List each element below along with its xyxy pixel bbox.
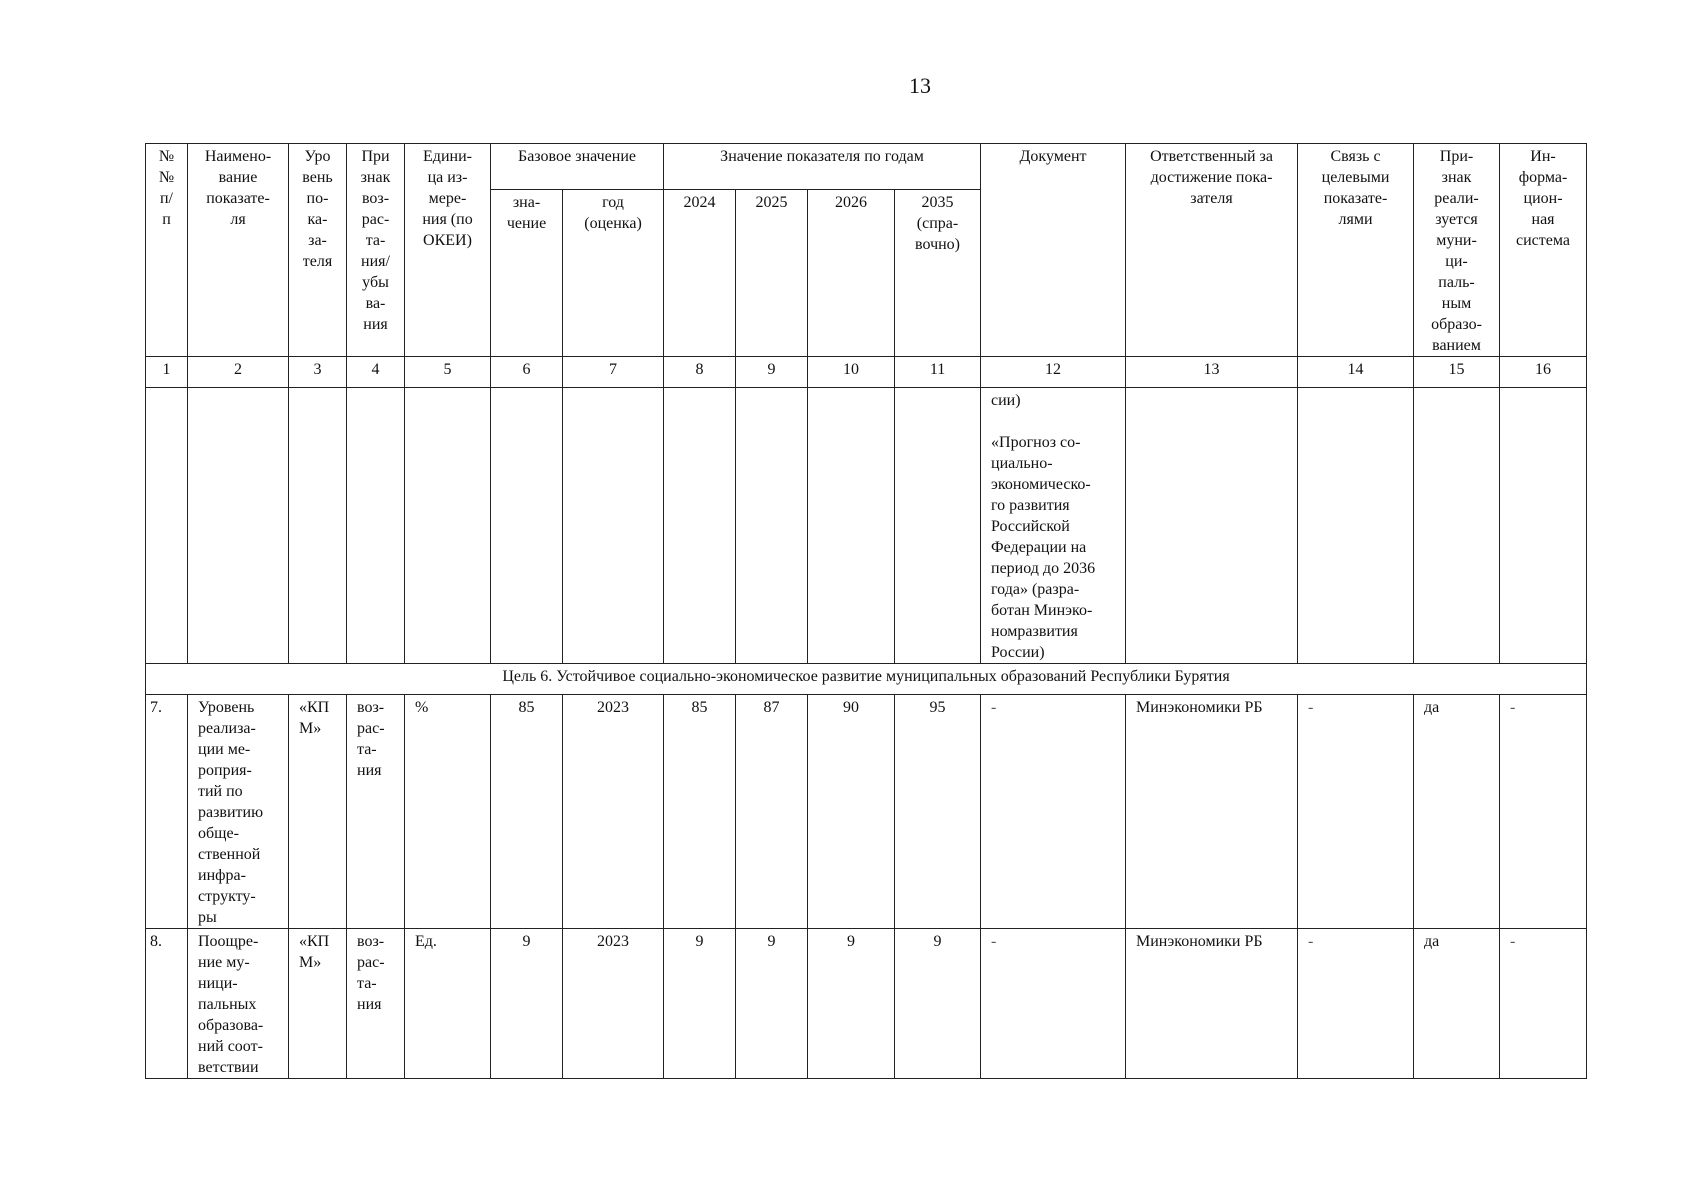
column-number: 2: [188, 357, 289, 388]
header-name: Наимено- вание показате- ля: [188, 144, 289, 357]
row-document: -: [981, 695, 1126, 929]
table-cell: [664, 388, 736, 664]
row-value-2026: 9: [808, 929, 895, 1079]
column-numbers-row: [146, 357, 1587, 388]
row-num: 8.: [146, 929, 188, 1079]
table-cell: [1500, 388, 1587, 664]
row-unit: %: [405, 695, 491, 929]
column-number: 8: [664, 357, 736, 388]
column-number: 15: [1414, 357, 1500, 388]
header-year-2025: 2025: [736, 189, 808, 356]
row-value-2025: 87: [736, 695, 808, 929]
row-value-2035: 95: [895, 695, 981, 929]
row-document: -: [981, 929, 1126, 1079]
row-unit: Ед.: [405, 929, 491, 1079]
row-info-system: -: [1500, 695, 1587, 929]
table-cell: [563, 388, 664, 664]
table-cell: [405, 388, 491, 664]
page-number: 13: [909, 73, 931, 98]
table-cell: [146, 388, 188, 664]
column-number: 1: [146, 357, 188, 388]
continuation-row: [146, 388, 1587, 664]
table-cell: [736, 388, 808, 664]
row-responsible: Минэкономики РБ: [1126, 695, 1298, 929]
table-cell: [188, 388, 289, 664]
row-value-2024: 9: [664, 929, 736, 1079]
header-years-group: Значение показателя по годам: [664, 144, 981, 190]
column-number: 9: [736, 357, 808, 388]
header-year-2035: 2035 (спра- вочно): [895, 189, 981, 356]
table-row: [146, 929, 1587, 1079]
row-name: Поощре- ние му- ници- пальных образова- ний соот- ветствии: [188, 929, 289, 1079]
table-cell: [1126, 388, 1298, 664]
column-number: 6: [491, 357, 563, 388]
row-value-2026: 90: [808, 695, 895, 929]
row-info-system: -: [1500, 929, 1587, 1079]
table-cell: [808, 388, 895, 664]
row-responsible: Минэкономики РБ: [1126, 929, 1298, 1079]
row-num: 7.: [146, 695, 188, 929]
header-year-2024: 2024: [664, 189, 736, 356]
row-base-value: 9: [491, 929, 563, 1079]
column-number: 3: [289, 357, 347, 388]
header-sign: При знак воз- рас- та- ния/ убы ва- ния: [347, 144, 405, 357]
row-link: -: [1298, 695, 1414, 929]
row-value-2025: 9: [736, 929, 808, 1079]
header-num: № № п/ п: [146, 144, 188, 357]
header-level: Уро вень по- ка- за- теля: [289, 144, 347, 357]
table-cell: [491, 388, 563, 664]
table-cell: [895, 388, 981, 664]
column-number: 14: [1298, 357, 1414, 388]
header-year-2026: 2026: [808, 189, 895, 356]
row-municipal: да: [1414, 929, 1500, 1079]
table-row: [146, 695, 1587, 929]
table-cell: [289, 388, 347, 664]
header-row-1: [146, 144, 1587, 190]
header-responsible: Ответственный за достижение пока- зателя: [1126, 144, 1298, 357]
goal-row: [146, 664, 1587, 695]
header-link: Связь с целевыми показате- лями: [1298, 144, 1414, 357]
column-number: 13: [1126, 357, 1298, 388]
row-municipal: да: [1414, 695, 1500, 929]
row-base-value: 85: [491, 695, 563, 929]
header-base-value: зна- чение: [491, 189, 563, 356]
row-value-2024: 85: [664, 695, 736, 929]
indicators-table: [145, 143, 1587, 1079]
row-sign: воз- рас- та- ния: [347, 929, 405, 1079]
column-number: 5: [405, 357, 491, 388]
table-cell: [347, 388, 405, 664]
row-level: «КП М»: [289, 695, 347, 929]
header-unit: Едини- ца из- мере- ния (по ОКЕИ): [405, 144, 491, 357]
column-number: 10: [808, 357, 895, 388]
header-base-group: Базовое значение: [491, 144, 664, 190]
row-sign: воз- рас- та- ния: [347, 695, 405, 929]
column-number: 16: [1500, 357, 1587, 388]
table-cell: [1298, 388, 1414, 664]
header-municipal: При- знак реали- зуется муни- ци- паль- ным образо- ванием: [1414, 144, 1500, 357]
continuation-document: сии) «Прогноз со- циально- экономическо- го развития Российской Федерации на период до 2036 года» (разра- ботан Минэко- номразвития России): [981, 388, 1126, 664]
column-number: 7: [563, 357, 664, 388]
row-level: «КП М»: [289, 929, 347, 1079]
header-document: Документ: [981, 144, 1126, 357]
row-value-2035: 9: [895, 929, 981, 1079]
header-base-year: год (оценка): [563, 189, 664, 356]
column-number: 4: [347, 357, 405, 388]
column-number: 11: [895, 357, 981, 388]
row-base-year: 2023: [563, 929, 664, 1079]
header-info-system: Ин- форма- цион- ная система: [1500, 144, 1587, 357]
row-link: -: [1298, 929, 1414, 1079]
row-name: Уровень реализа- ции ме- роприя- тий по развитию обще- ственной инфра- структу- ры: [188, 695, 289, 929]
row-base-year: 2023: [563, 695, 664, 929]
table-cell: [1414, 388, 1500, 664]
goal-title: Цель 6. Устойчивое социально-экономическое развитие муниципальных образований Республики Бурятия: [146, 664, 1587, 695]
column-number: 12: [981, 357, 1126, 388]
